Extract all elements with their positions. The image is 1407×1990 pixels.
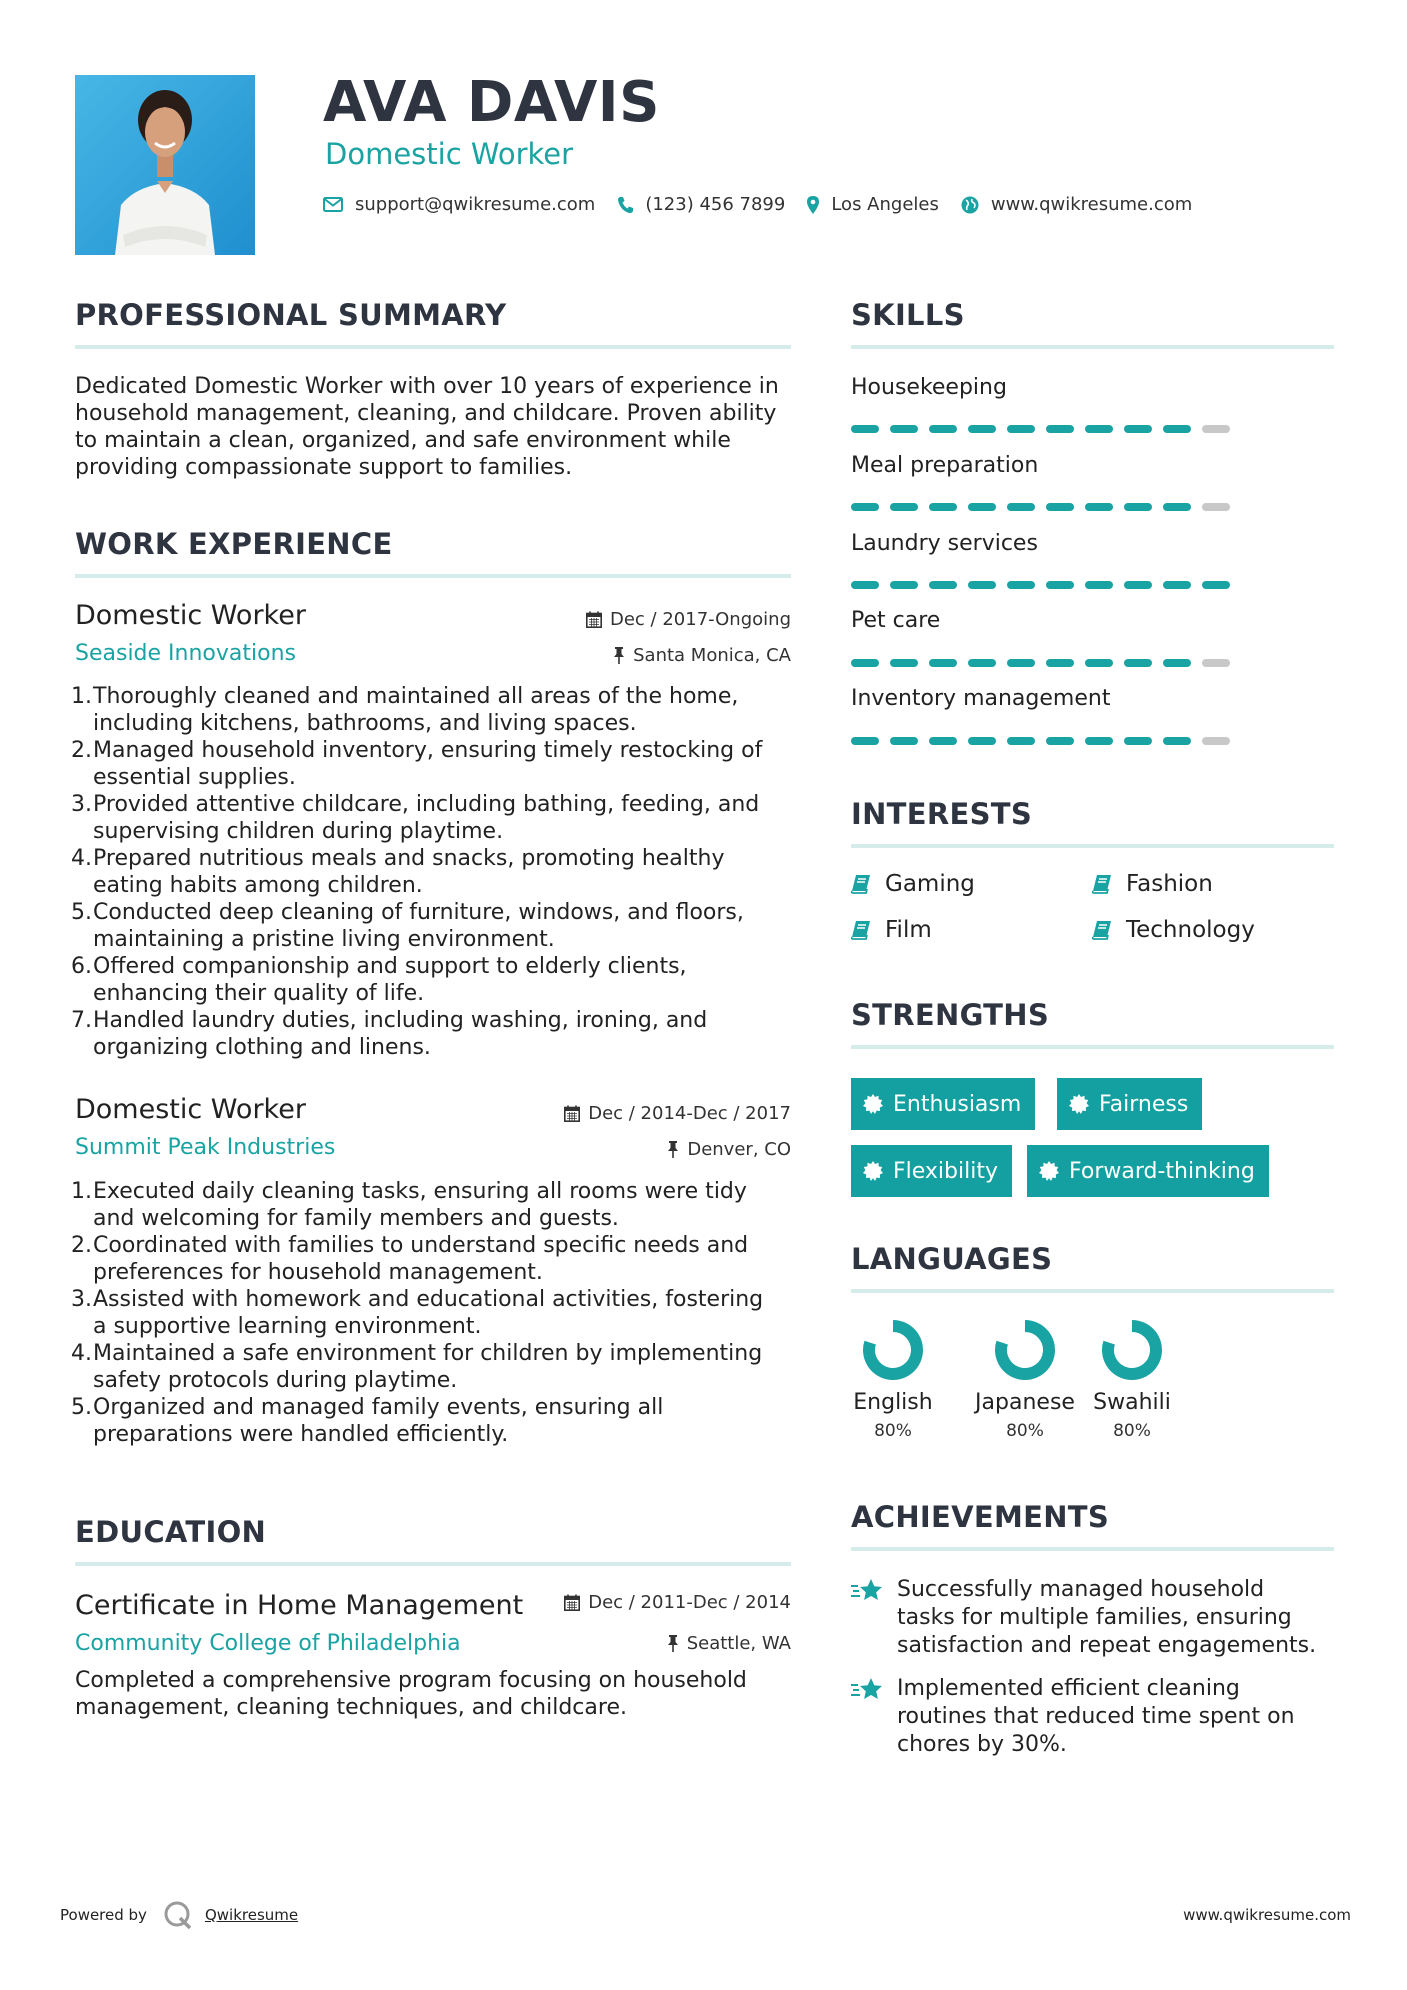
achievement-text <box>897 1576 1337 1660</box>
skill-segment-filled <box>968 425 996 433</box>
strength-tag <box>851 1078 1035 1130</box>
education-location <box>667 1633 791 1654</box>
list-item <box>93 953 813 1007</box>
footer-powered-by <box>60 1900 298 1930</box>
phone-text: (123) 456 7899 <box>645 194 786 215</box>
skill-segment-filled <box>1007 425 1035 433</box>
pin-icon <box>667 1635 679 1652</box>
email-icon <box>323 197 343 212</box>
skill-segment-empty <box>1202 659 1230 667</box>
skill-segment-filled <box>1085 581 1113 589</box>
skill-segment-filled <box>1007 581 1035 589</box>
website-text: www.qwikresume.com <box>990 194 1193 215</box>
strengths-heading: STRENGTHS <box>851 998 1050 1032</box>
achievement-line: Successfully managed household <box>897 1577 1265 1602</box>
badge-icon <box>863 1094 883 1114</box>
list-item <box>93 1340 813 1394</box>
summary-line: household management, cleaning, and childcare. Proven ability <box>75 401 777 426</box>
skill-segment-filled <box>1202 581 1230 589</box>
skill-segment-filled <box>1163 503 1191 511</box>
strengths-rule <box>851 1045 1334 1049</box>
skill-name: Inventory management <box>851 686 1111 711</box>
achievement-line: Implemented efficient cleaning <box>897 1676 1240 1701</box>
job-dates-text: Dec / 2017-Ongoing <box>610 609 791 630</box>
contact-website[interactable] <box>961 194 1192 215</box>
summary-line: providing compassionate support to families. <box>75 455 573 480</box>
skill-segment-filled <box>929 659 957 667</box>
job-duties <box>75 683 813 1061</box>
skill-bar <box>851 503 1241 511</box>
skill-segment-filled <box>968 581 996 589</box>
duty-line: essential supplies. <box>93 765 296 790</box>
school-name[interactable]: Community College of Philadelphia <box>75 1631 461 1656</box>
book-icon <box>851 874 871 894</box>
contact-email[interactable] <box>323 194 595 215</box>
skill-segment-filled <box>968 659 996 667</box>
interest-item <box>851 871 975 897</box>
badge-icon <box>1069 1094 1089 1114</box>
skill-segment-filled <box>929 737 957 745</box>
skills-rule <box>851 345 1334 349</box>
language-item <box>970 1318 1080 1441</box>
duty-line: Organized and managed family events, ensuring all <box>93 1395 664 1420</box>
phone-icon <box>617 196 633 214</box>
skill-segment-filled <box>1124 425 1152 433</box>
job-duties <box>75 1178 813 1448</box>
skill-segment-filled <box>1085 503 1113 511</box>
job-location-text: Santa Monica, CA <box>633 645 791 666</box>
skill-segment-filled <box>1046 503 1074 511</box>
skills-heading: SKILLS <box>851 298 965 332</box>
languages-heading: LANGUAGES <box>851 1242 1053 1276</box>
duty-line: Executed daily cleaning tasks, ensuring all rooms were tidy <box>93 1179 747 1204</box>
skill-name: Laundry services <box>851 531 1038 556</box>
skill-segment-filled <box>1007 659 1035 667</box>
skill-segment-filled <box>851 659 879 667</box>
duty-line: eating habits among children. <box>93 873 423 898</box>
job-dates <box>564 1103 791 1124</box>
job-location <box>667 1139 791 1160</box>
contact-bar <box>323 194 1214 215</box>
list-item <box>93 791 813 845</box>
powered-by-label: Powered by <box>60 1906 147 1924</box>
duty-line: Assisted with homework and educational activities, fostering <box>93 1287 764 1312</box>
company-name[interactable]: Seaside Innovations <box>75 641 296 666</box>
duty-line: enhancing their quality of life. <box>93 981 425 1006</box>
duty-line: maintaining a pristine living environment. <box>93 927 555 952</box>
location-text: Los Angeles <box>831 194 939 215</box>
duty-line: a supportive learning environment. <box>93 1314 482 1339</box>
calendar-icon <box>564 1105 580 1122</box>
skill-segment-filled <box>890 503 918 511</box>
duty-line: Handled laundry duties, including washing, ironing, and <box>93 1008 708 1033</box>
skill-segment-filled <box>851 737 879 745</box>
job-title: Domestic Worker <box>75 600 306 631</box>
duty-line: Thoroughly cleaned and maintained all areas of the home, <box>93 684 739 709</box>
interest-item <box>851 917 932 943</box>
language-ring <box>861 1318 925 1382</box>
language-ring <box>1100 1318 1164 1382</box>
skill-bar <box>851 581 1241 589</box>
footer-site[interactable]: www.qwikresume.com <box>1183 1906 1351 1924</box>
skill-segment-filled <box>929 503 957 511</box>
calendar-icon <box>564 1594 580 1611</box>
skill-segment-filled <box>1085 425 1113 433</box>
skill-name: Housekeeping <box>851 375 1007 400</box>
achievement-line: tasks for multiple families, ensuring <box>897 1605 1292 1630</box>
profile-photo <box>75 75 255 255</box>
skill-segment-filled <box>929 425 957 433</box>
skill-segment-filled <box>851 503 879 511</box>
achievement-text <box>897 1675 1337 1759</box>
language-item <box>1077 1318 1187 1441</box>
strength-label: Flexibility <box>893 1158 998 1184</box>
star-icon <box>851 1677 885 1703</box>
skill-segment-filled <box>890 581 918 589</box>
language-percent: 80% <box>874 1421 912 1441</box>
language-percent: 80% <box>1113 1421 1151 1441</box>
skill-segment-filled <box>968 737 996 745</box>
brand-link[interactable]: Qwikresume <box>204 1906 299 1924</box>
book-icon <box>1092 920 1112 940</box>
pin-icon <box>613 647 625 664</box>
achievement-line: chores by 30%. <box>897 1732 1067 1757</box>
duty-line: Coordinated with families to understand specific needs and <box>93 1233 749 1258</box>
interest-label: Fashion <box>1126 871 1213 897</box>
email-text: support@qwikresume.com <box>355 194 596 215</box>
skill-segment-filled <box>1163 659 1191 667</box>
education-heading: EDUCATION <box>75 1515 267 1549</box>
company-name[interactable]: Summit Peak Industries <box>75 1135 336 1160</box>
skill-segment-filled <box>1046 425 1074 433</box>
achievement-item <box>851 1675 1337 1759</box>
education-rule <box>75 1562 791 1566</box>
duty-line: including kitchens, bathrooms, and living spaces. <box>93 711 637 736</box>
language-ring <box>993 1318 1057 1382</box>
list-item <box>93 1007 813 1061</box>
summary-line: to maintain a clean, organized, and safe environment while <box>75 428 731 453</box>
list-item <box>93 1232 813 1286</box>
strength-label: Fairness <box>1099 1091 1189 1117</box>
skill-segment-filled <box>1085 737 1113 745</box>
achievements-rule <box>851 1547 1334 1551</box>
strength-tag <box>1027 1145 1269 1197</box>
list-item <box>93 1178 813 1232</box>
globe-icon <box>961 196 979 214</box>
skill-segment-filled <box>890 737 918 745</box>
duty-line: safety protocols during playtime. <box>93 1368 458 1393</box>
contact-location <box>807 194 939 215</box>
education-line: management, cleaning techniques, and childcare. <box>75 1695 627 1720</box>
interest-item <box>1092 917 1255 943</box>
language-name: Swahili <box>1093 1390 1171 1415</box>
interest-label: Film <box>885 917 932 943</box>
skill-segment-filled <box>1046 659 1074 667</box>
strength-tag <box>851 1145 1012 1197</box>
skill-bar <box>851 425 1241 433</box>
skill-name: Meal preparation <box>851 453 1039 478</box>
skill-segment-filled <box>1163 737 1191 745</box>
candidate-role: Domestic Worker <box>325 137 574 171</box>
contact-phone[interactable] <box>617 194 785 215</box>
strength-tag <box>1057 1078 1202 1130</box>
language-item <box>838 1318 948 1441</box>
qwikresume-logo-icon <box>163 1900 193 1930</box>
book-icon <box>1092 874 1112 894</box>
summary-rule <box>75 345 791 349</box>
skill-segment-filled <box>1046 737 1074 745</box>
duty-line: Offered companionship and support to elderly clients, <box>93 954 687 979</box>
list-item <box>93 737 813 791</box>
summary-heading: PROFESSIONAL SUMMARY <box>75 298 507 332</box>
skill-segment-filled <box>890 425 918 433</box>
achievement-line: routines that reduced time spent on <box>897 1704 1295 1729</box>
duty-line: Conducted deep cleaning of furniture, windows, and floors, <box>93 900 744 925</box>
skill-segment-filled <box>890 659 918 667</box>
skill-segment-filled <box>1007 737 1035 745</box>
skill-segment-filled <box>929 581 957 589</box>
experience-rule <box>75 574 791 578</box>
summary-text <box>75 373 805 481</box>
duty-line: Prepared nutritious meals and snacks, promoting healthy <box>93 846 725 871</box>
education-location-text: Seattle, WA <box>686 1633 791 1654</box>
education-line: Completed a comprehensive program focusing on household <box>75 1668 747 1693</box>
strength-label: Forward-thinking <box>1069 1158 1255 1184</box>
summary-line: Dedicated Domestic Worker with over 10 years of experience in <box>75 374 779 399</box>
skill-segment-filled <box>968 503 996 511</box>
interests-rule <box>851 844 1334 848</box>
job-dates-text: Dec / 2014-Dec / 2017 <box>588 1103 791 1124</box>
interest-label: Gaming <box>885 871 975 897</box>
location-pin-icon <box>807 196 819 214</box>
language-percent: 80% <box>1006 1421 1044 1441</box>
interests-heading: INTERESTS <box>851 797 1033 831</box>
job-title: Domestic Worker <box>75 1094 306 1125</box>
job-location <box>613 645 791 666</box>
interest-label: Technology <box>1126 917 1255 943</box>
list-item <box>93 899 813 953</box>
experience-heading: WORK EXPERIENCE <box>75 527 393 561</box>
pin-icon <box>667 1141 679 1158</box>
list-item <box>93 1394 813 1448</box>
skill-segment-filled <box>1124 659 1152 667</box>
skill-segment-filled <box>1163 425 1191 433</box>
skill-segment-filled <box>1124 737 1152 745</box>
calendar-icon <box>586 611 602 628</box>
skill-segment-filled <box>1046 581 1074 589</box>
book-icon <box>851 920 871 940</box>
job-location-text: Denver, CO <box>687 1139 791 1160</box>
achievements-heading: ACHIEVEMENTS <box>851 1500 1110 1534</box>
achievement-item <box>851 1576 1337 1660</box>
duty-line: preferences for household management. <box>93 1260 543 1285</box>
language-name: English <box>853 1390 933 1415</box>
skill-segment-empty <box>1202 737 1230 745</box>
badge-icon <box>863 1161 883 1181</box>
duty-line: Maintained a safe environment for children by implementing <box>93 1341 763 1366</box>
skill-segment-filled <box>1124 581 1152 589</box>
skill-segment-filled <box>1007 503 1035 511</box>
skill-segment-filled <box>1163 581 1191 589</box>
duty-line: Provided attentive childcare, including bathing, feeding, and <box>93 792 760 817</box>
degree-title: Certificate in Home Management <box>75 1590 524 1621</box>
badge-icon <box>1039 1161 1059 1181</box>
duty-line: Managed household inventory, ensuring timely restocking of <box>93 738 763 763</box>
language-name: Japanese <box>975 1390 1075 1415</box>
duty-line: supervising children during playtime. <box>93 819 504 844</box>
duty-line: organizing clothing and linens. <box>93 1035 431 1060</box>
list-item <box>93 683 813 737</box>
interest-item <box>1092 871 1213 897</box>
languages-rule <box>851 1289 1334 1293</box>
skill-bar <box>851 737 1241 745</box>
candidate-name: AVA DAVIS <box>323 70 660 135</box>
skill-segment-filled <box>851 425 879 433</box>
skill-segment-filled <box>1124 503 1152 511</box>
strength-label: Enthusiasm <box>893 1091 1022 1117</box>
skill-name: Pet care <box>851 608 941 633</box>
achievement-line: satisfaction and repeat engagements. <box>897 1633 1317 1658</box>
skill-segment-filled <box>851 581 879 589</box>
education-dates-text: Dec / 2011-Dec / 2014 <box>588 1592 791 1613</box>
education-dates <box>564 1592 791 1613</box>
job-dates <box>586 609 791 630</box>
skill-bar <box>851 659 1241 667</box>
skill-segment-empty <box>1202 425 1230 433</box>
list-item <box>93 845 813 899</box>
education-description <box>75 1667 805 1721</box>
duty-line: preparations were handled efficiently. <box>93 1422 509 1447</box>
skill-segment-empty <box>1202 503 1230 511</box>
list-item <box>93 1286 813 1340</box>
duty-line: and welcoming for family members and guests. <box>93 1206 619 1231</box>
skill-segment-filled <box>1085 659 1113 667</box>
star-icon <box>851 1578 885 1604</box>
